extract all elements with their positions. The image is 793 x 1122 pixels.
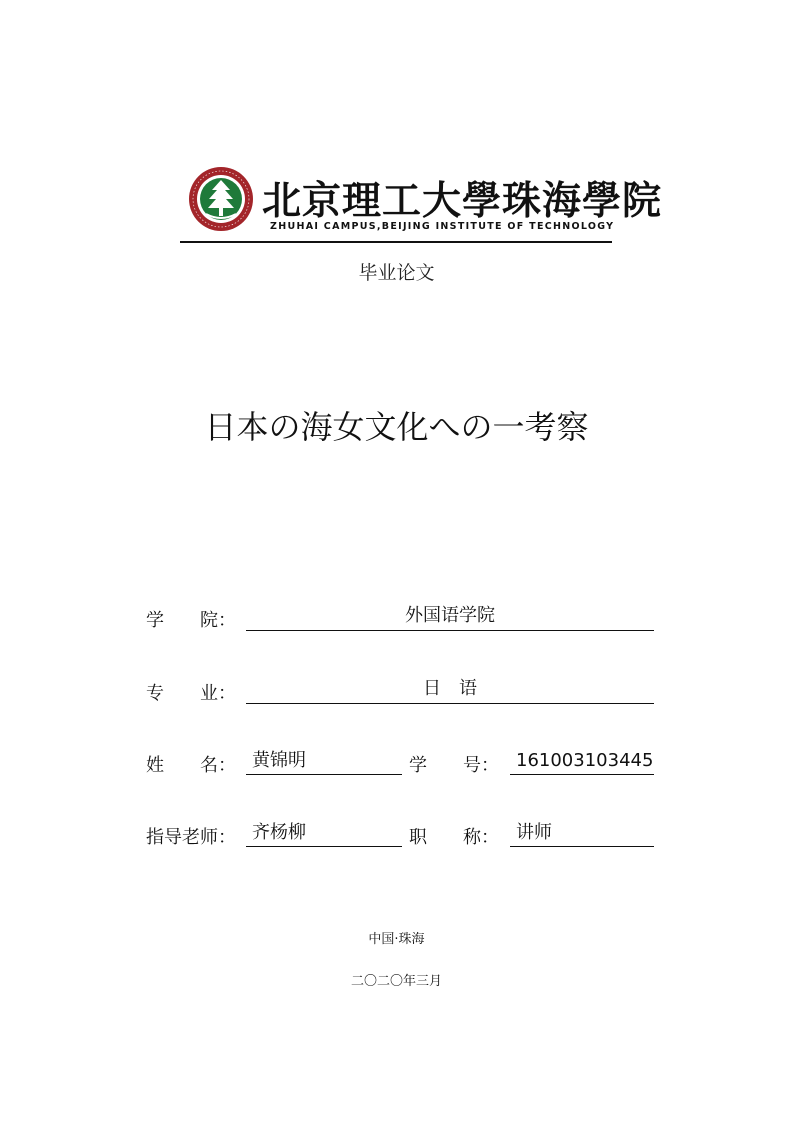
advisor-field: 齐杨柳 — [246, 821, 402, 847]
major-label: 专 业： — [146, 683, 236, 704]
university-name: 北京理工大學珠海學院 — [262, 178, 663, 224]
college-field: 外国语学院 — [246, 604, 654, 631]
date: 二〇二〇年三月 — [350, 974, 442, 989]
college-label: 学 院： — [146, 610, 236, 631]
university-subtitle: ZHUHAI CAMPUS,BEIJING INSTITUTE OF TECHNOLOGY — [270, 221, 615, 232]
location: 中国·珠海 — [368, 932, 425, 947]
professional-title-label: 职 称： — [409, 827, 499, 848]
header-divider — [180, 241, 612, 243]
major-field: 日 语 — [246, 677, 654, 704]
advisor-label: 指导老师： — [146, 827, 236, 848]
thesis-title: 日本の海女文化への一考察 — [204, 408, 589, 446]
student-id-label: 学 号： — [409, 755, 499, 776]
name-label: 姓 名： — [146, 755, 236, 776]
name-field: 黄锦明 — [246, 749, 402, 775]
university-emblem-icon — [188, 166, 254, 232]
document-type: 毕业论文 — [358, 262, 435, 284]
student-id-field: 161003103445 — [510, 749, 654, 775]
professional-title-field: 讲师 — [510, 821, 654, 847]
